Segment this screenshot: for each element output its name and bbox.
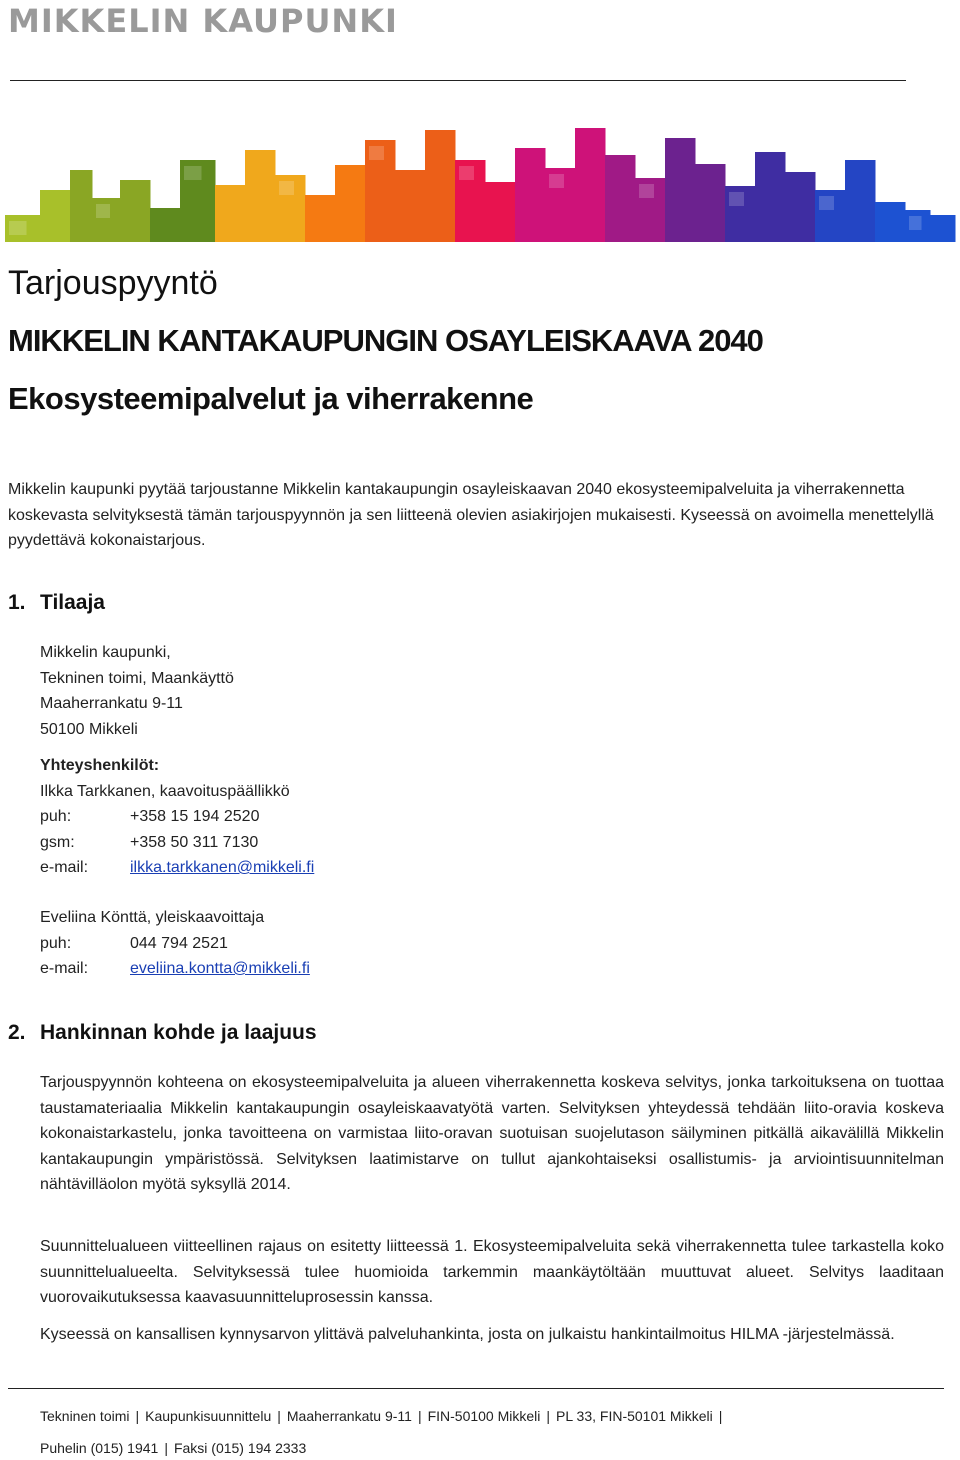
banner-block — [695, 164, 726, 242]
contact-phone-row — [40, 931, 310, 957]
banner-window — [9, 221, 27, 235]
client-address — [40, 640, 234, 742]
phone-label: puh: — [40, 934, 72, 952]
color-skyline-banner — [0, 120, 960, 242]
gsm-value: +358 50 311 7130 — [130, 833, 259, 851]
footer-separator: | — [546, 1408, 551, 1424]
footer-item: Puhelin (015) 1941 — [40, 1440, 159, 1456]
gsm-label: gsm: — [40, 833, 75, 851]
banner-block — [40, 190, 71, 242]
banner-window — [279, 181, 294, 195]
footer-item: FIN-50100 Mikkeli — [427, 1408, 541, 1424]
banner-window — [96, 204, 110, 218]
banner-window — [184, 166, 202, 180]
contact-name: Ilkka Tarkkanen, kaavoituspäällikkö — [40, 782, 290, 800]
footer-separator: | — [164, 1440, 168, 1456]
address-line: Maaherrankatu 9-11 — [40, 695, 183, 712]
footer-item: Faksi (015) 194 2333 — [173, 1440, 307, 1456]
phone-value: 044 794 2521 — [130, 934, 228, 952]
contact-email-row — [40, 956, 310, 982]
phone-value: +358 15 194 2520 — [130, 808, 260, 825]
section-2-paragraph-2: Suunnittelualueen viitteellinen rajaus on esitetty liitteessä 1. Ekosysteemipalveluita sekä viherrakennetta tulee tarkastella koko suunnittelualueelta. Selvityksessä tulee huomioida tarkemmin maankäytöltään muuttuvat alueet. Selvitys laaditaan vuorovaikutuksessa kaavasuunnitteluprosessin kanssa. — [40, 1238, 944, 1306]
address-line: Mikkelin kaupunki, — [40, 644, 171, 661]
banner-block — [150, 208, 181, 242]
footer-separator: | — [277, 1408, 281, 1424]
intro-paragraph: Mikkelin kaupunki pyytää tarjoustanne Mikkelin kantakaupungin osayleiskaavan 2040 ekosysteemipalveluita ja viherrakennetta koskevasta selvityksestä tämän tarjouspyynnön ja sen liitteenä olevien asiakirjojen mukaisesti. Kyseessä on avoimella menettelyllä pyydettävä kokonaistarjous. — [8, 481, 934, 549]
banner-window — [639, 184, 654, 198]
banner-block — [485, 182, 516, 242]
contact-block-1 — [40, 753, 314, 881]
section-2-paragraph-3: Kyseessä on kansallisen kynnysarvon ylittävä palveluhankinta, josta on julkaistu hankintailmoitus HILMA -järjestelmässä. — [40, 1326, 895, 1343]
footer-item: Maaherrankatu 9-11 — [286, 1408, 412, 1424]
footer-divider — [8, 1388, 944, 1389]
footer-separator: | — [417, 1408, 422, 1424]
document-title: MIKKELIN KANTAKAUPUNGIN OSAYLEISKAAVA 2040 — [8, 323, 763, 358]
footer-contact-line — [40, 1440, 306, 1456]
banner-block — [575, 128, 606, 242]
section-1-title: Tilaaja — [40, 591, 105, 614]
banner-block — [215, 185, 246, 242]
banner-window — [549, 174, 564, 188]
banner-window — [459, 166, 474, 180]
banner-block — [305, 195, 336, 242]
contact-email-row — [40, 855, 314, 881]
banner-block — [395, 170, 426, 242]
section-2-heading — [8, 1021, 317, 1045]
contact-phone-row — [40, 804, 314, 830]
footer-item: Tekninen toimi — [40, 1408, 130, 1424]
section-2-paragraph-1: Tarjouspyynnön kohteena on ekosysteemipalveluita ja alueen viherrakennetta koskeva selvitys, jonka tarkoituksena on tuottaa taustamateriaalia Mikkelin kantakaupungin osayleiskaavatyötä varten. Selvityksen yhteydessä tehdään liito-oravia koskeva kokonaistarkastelu, jonka tavoitteena on varmistaa liito-oravan suotuisan suojelutason säilyminen pitkällä aikavälillä Mikkelin kantakaupungin ympäristössä. Selvityksen laatimistarve on tullut ajankohtaiseksi osallistumis- ja arviointisuunnitelman nähtävilläolon myötä syksyllä 2014. — [40, 1074, 944, 1193]
banner-block — [515, 148, 546, 242]
email-link[interactable]: ilkka.tarkkanen@mikkeli.fi — [130, 859, 315, 876]
phone-label: puh: — [40, 808, 72, 825]
banner-block — [845, 160, 876, 242]
banner-block — [425, 130, 456, 242]
contact-gsm-row — [40, 830, 314, 856]
banner-block — [665, 138, 696, 242]
footer-separator: | — [718, 1408, 723, 1424]
banner-window — [819, 196, 834, 210]
banner-block — [245, 150, 276, 242]
email-label: e-mail: — [40, 960, 89, 977]
address-line: Tekninen toimi, Maankäyttö — [40, 669, 234, 687]
banner-block — [120, 180, 151, 242]
section-2-title: Hankinnan kohde ja laajuus — [40, 1021, 317, 1044]
banner-block — [930, 215, 956, 242]
section-2-number: 2. — [8, 1021, 26, 1044]
banner-block — [785, 172, 816, 242]
footer-item: Kaupunkisuunnittelu — [145, 1408, 272, 1424]
header-divider — [10, 80, 906, 81]
banner-window — [909, 216, 922, 230]
contact-block-2 — [40, 905, 310, 982]
footer-item: PL 33, FIN-50101 Mikkeli — [556, 1408, 713, 1424]
document-type: Tarjouspyyntö — [8, 264, 218, 302]
email-label: e-mail: — [40, 859, 89, 876]
address-line: 50100 Mikkeli — [40, 720, 138, 738]
banner-block — [335, 165, 366, 242]
footer-address-line — [40, 1408, 728, 1424]
banner-block — [70, 170, 93, 242]
footer-separator: | — [135, 1408, 140, 1424]
section-1-heading — [8, 591, 105, 615]
banner-window — [369, 146, 384, 160]
banner-block — [605, 155, 636, 242]
banner-block — [875, 202, 906, 242]
contacts-label: Yhteyshenkilöt: — [40, 757, 160, 774]
contact-name: Eveliina Könttä, yleiskaavoittaja — [40, 909, 265, 926]
banner-window — [729, 192, 744, 206]
banner-block — [755, 152, 786, 242]
document-subtitle: Ekosysteemipalvelut ja viherrakenne — [8, 381, 534, 416]
email-link[interactable]: eveliina.kontta@mikkeli.fi — [130, 960, 310, 977]
section-1-number: 1. — [8, 591, 26, 614]
city-logo: MIKKELIN KAUPUNKI — [8, 2, 398, 40]
